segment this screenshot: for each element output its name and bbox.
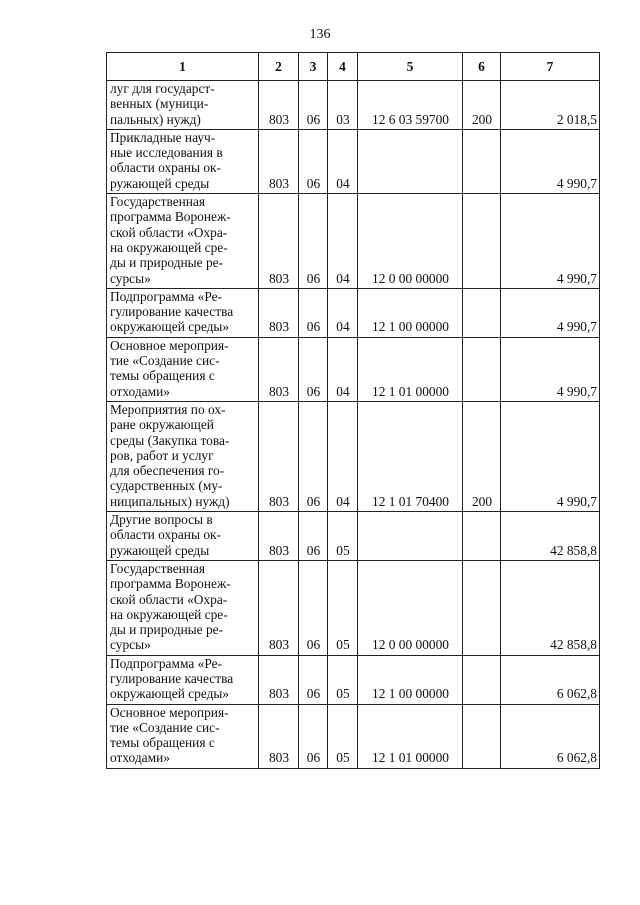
ministry-code: 803 bbox=[259, 194, 299, 289]
target-article-code: 12 1 01 00000 bbox=[358, 704, 463, 768]
table-row bbox=[107, 194, 600, 289]
table-row bbox=[107, 129, 600, 193]
column-header: 7 bbox=[501, 53, 600, 81]
subsection-code: 04 bbox=[328, 401, 358, 511]
column-header: 5 bbox=[358, 53, 463, 81]
target-article-code: 12 1 00 00000 bbox=[358, 288, 463, 337]
column-header: 4 bbox=[328, 53, 358, 81]
expense-type-code bbox=[463, 288, 501, 337]
item-name: Государственная программа Воронеж- ской области «Охра- на окружающей сре- ды и природные ре- сурсы» bbox=[107, 194, 259, 289]
target-article-code: 12 1 01 00000 bbox=[358, 337, 463, 401]
item-name: Другие вопросы в области охраны ок- ружающей среды bbox=[107, 512, 259, 561]
section-code: 06 bbox=[299, 401, 328, 511]
expense-type-code bbox=[463, 704, 501, 768]
table-row bbox=[107, 81, 600, 130]
expense-type-code bbox=[463, 194, 501, 289]
amount: 6 062,8 bbox=[501, 655, 600, 704]
ministry-code: 803 bbox=[259, 129, 299, 193]
subsection-code: 04 bbox=[328, 337, 358, 401]
section-code: 06 bbox=[299, 337, 328, 401]
subsection-code: 05 bbox=[328, 655, 358, 704]
section-code: 06 bbox=[299, 194, 328, 289]
expense-type-code: 200 bbox=[463, 401, 501, 511]
amount: 2 018,5 bbox=[501, 81, 600, 130]
ministry-code: 803 bbox=[259, 81, 299, 130]
ministry-code: 803 bbox=[259, 401, 299, 511]
column-header: 1 bbox=[107, 53, 259, 81]
ministry-code: 803 bbox=[259, 337, 299, 401]
table-row bbox=[107, 401, 600, 511]
section-code: 06 bbox=[299, 129, 328, 193]
table-row bbox=[107, 337, 600, 401]
ministry-code: 803 bbox=[259, 704, 299, 768]
amount: 6 062,8 bbox=[501, 704, 600, 768]
table-row bbox=[107, 512, 600, 561]
amount: 4 990,7 bbox=[501, 337, 600, 401]
target-article-code bbox=[358, 129, 463, 193]
budget-table bbox=[106, 52, 600, 769]
target-article-code: 12 1 00 00000 bbox=[358, 655, 463, 704]
expense-type-code: 200 bbox=[463, 81, 501, 130]
subsection-code: 03 bbox=[328, 81, 358, 130]
ministry-code: 803 bbox=[259, 560, 299, 655]
amount: 42 858,8 bbox=[501, 512, 600, 561]
item-name: Основное мероприя- тие «Создание сис- темы обращения с отходами» bbox=[107, 337, 259, 401]
amount: 4 990,7 bbox=[501, 129, 600, 193]
table-row bbox=[107, 704, 600, 768]
subsection-code: 05 bbox=[328, 512, 358, 561]
item-name: Подпрограмма «Ре- гулирование качества окружающей среды» bbox=[107, 288, 259, 337]
item-name: Подпрограмма «Ре- гулирование качества окружающей среды» bbox=[107, 655, 259, 704]
item-name: луг для государст- венных (муници- пальных) нужд) bbox=[107, 81, 259, 130]
expense-type-code bbox=[463, 512, 501, 561]
subsection-code: 05 bbox=[328, 560, 358, 655]
item-name: Основное мероприя- тие «Создание сис- темы обращения с отходами» bbox=[107, 704, 259, 768]
amount: 4 990,7 bbox=[501, 401, 600, 511]
subsection-code: 04 bbox=[328, 288, 358, 337]
item-name: Государственная программа Воронеж- ской области «Охра- на окружающей сре- ды и природные ре- сурсы» bbox=[107, 560, 259, 655]
target-article-code: 12 0 00 00000 bbox=[358, 560, 463, 655]
amount: 4 990,7 bbox=[501, 288, 600, 337]
ministry-code: 803 bbox=[259, 288, 299, 337]
table-row bbox=[107, 288, 600, 337]
table-row bbox=[107, 560, 600, 655]
target-article-code bbox=[358, 512, 463, 561]
section-code: 06 bbox=[299, 81, 328, 130]
target-article-code: 12 6 03 59700 bbox=[358, 81, 463, 130]
section-code: 06 bbox=[299, 655, 328, 704]
expense-type-code bbox=[463, 337, 501, 401]
subsection-code: 05 bbox=[328, 704, 358, 768]
column-header: 3 bbox=[299, 53, 328, 81]
target-article-code: 12 1 01 70400 bbox=[358, 401, 463, 511]
table-row bbox=[107, 655, 600, 704]
expense-type-code bbox=[463, 129, 501, 193]
page-number: 136 bbox=[309, 27, 331, 42]
column-header: 2 bbox=[259, 53, 299, 81]
amount: 42 858,8 bbox=[501, 560, 600, 655]
section-code: 06 bbox=[299, 288, 328, 337]
amount: 4 990,7 bbox=[501, 194, 600, 289]
expense-type-code bbox=[463, 655, 501, 704]
expense-type-code bbox=[463, 560, 501, 655]
ministry-code: 803 bbox=[259, 655, 299, 704]
subsection-code: 04 bbox=[328, 194, 358, 289]
section-code: 06 bbox=[299, 512, 328, 561]
item-name: Мероприятия по ох- ране окружающей среды (Закупка това- ров, работ и услуг для обеспечения го- сударственных (му- ниципальных) нужд) bbox=[107, 401, 259, 511]
item-name: Прикладные науч- ные исследования в области охраны ок- ружающей среды bbox=[107, 129, 259, 193]
subsection-code: 04 bbox=[328, 129, 358, 193]
target-article-code: 12 0 00 00000 bbox=[358, 194, 463, 289]
column-header: 6 bbox=[463, 53, 501, 81]
ministry-code: 803 bbox=[259, 512, 299, 561]
section-code: 06 bbox=[299, 704, 328, 768]
section-code: 06 bbox=[299, 560, 328, 655]
table-header-row bbox=[107, 53, 600, 81]
